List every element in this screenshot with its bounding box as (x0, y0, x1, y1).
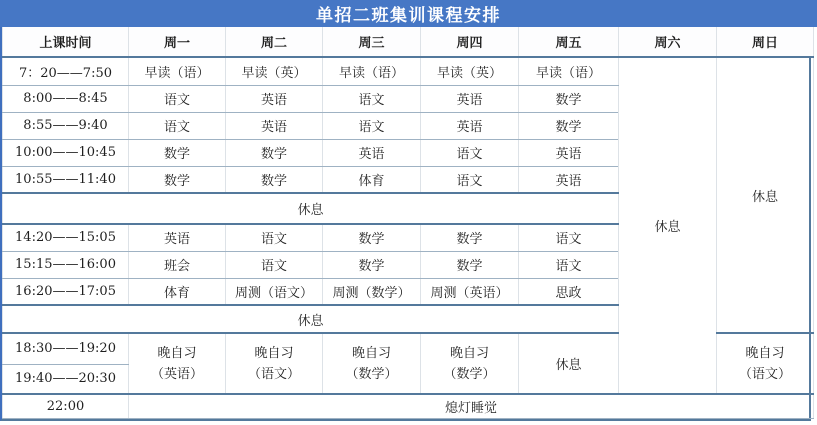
subject-cell: 英语 (421, 112, 519, 139)
time-cell: 19:40——20:30 (3, 364, 129, 394)
time-cell: 7：20——7:50 (3, 57, 129, 85)
time-cell: 10:55——11:40 (3, 166, 129, 193)
subject-cell: 数学 (323, 251, 421, 278)
title-bar (0, 0, 817, 27)
schedule-table (2, 27, 814, 419)
lights-out-row (3, 394, 814, 418)
time-cell: 22:00 (3, 394, 129, 418)
lights-out-cell: 熄灯睡觉 (129, 394, 814, 418)
subject-cell: 语文 (226, 224, 323, 251)
time-cell: 8:00——8:45 (3, 85, 129, 112)
break-cell: 休息 (3, 305, 619, 333)
evening-cell-fri-rest: 休息 (519, 333, 619, 394)
subject-cell: 英语 (519, 139, 619, 166)
time-cell: 14:20——15:05 (3, 224, 129, 251)
evening-line1: 晚自习 (449, 345, 489, 361)
subject-cell: 周测（英语） (421, 278, 519, 305)
subject-cell: 英语 (421, 85, 519, 112)
header-cell-fri: 周五 (519, 27, 619, 57)
break-cell: 休息 (3, 193, 619, 224)
evening-line1: 晚自习 (157, 345, 197, 361)
subject-cell: 语文 (129, 112, 226, 139)
subject-cell: 语文 (129, 85, 226, 112)
header-cell-thu: 周四 (421, 27, 519, 57)
subject-cell: 数学 (421, 224, 519, 251)
header-cell-wed: 周三 (323, 27, 421, 57)
subject-cell: 语文 (421, 139, 519, 166)
evening-cell-tue (226, 333, 323, 394)
subject-cell: 英语 (323, 139, 421, 166)
subject-cell: 思政 (519, 278, 619, 305)
subject-cell: 语文 (323, 85, 421, 112)
subject-cell: 英语 (129, 224, 226, 251)
evening-line1: 晚自习 (254, 345, 294, 361)
header-cell-mon: 周一 (129, 27, 226, 57)
evening-cell-mon (129, 333, 226, 394)
subject-cell: 早读（语） (323, 57, 421, 85)
subject-cell: 数学 (226, 166, 323, 193)
subject-cell: 英语 (226, 112, 323, 139)
subject-cell: 早读（语） (129, 57, 226, 85)
subject-cell: 数学 (129, 139, 226, 166)
header-cell-tue: 周二 (226, 27, 323, 57)
header-cell-sun: 周日 (717, 27, 814, 57)
page-title: 单招二班集训课程安排 (316, 6, 501, 26)
rest-cell-sunday: 休息 (717, 57, 814, 333)
evening-cell-sun (717, 333, 814, 394)
evening-line2: （英语） (150, 366, 203, 382)
subject-cell: 数学 (323, 224, 421, 251)
subject-cell: 体育 (129, 278, 226, 305)
evening-line2: （语文） (738, 366, 791, 382)
evening-line2: （数学） (443, 366, 496, 382)
subject-cell: 班会 (129, 251, 226, 278)
subject-cell: 周测（语文） (226, 278, 323, 305)
time-cell: 8:55——9:40 (3, 112, 129, 139)
subject-cell: 数学 (519, 85, 619, 112)
time-cell: 16:20——17:05 (3, 278, 129, 305)
schedule-table-wrapper (0, 27, 811, 421)
subject-cell: 语文 (421, 166, 519, 193)
subject-cell: 语文 (226, 251, 323, 278)
header-row (3, 27, 814, 57)
subject-cell: 周测（数学） (323, 278, 421, 305)
time-cell: 15:15——16:00 (3, 251, 129, 278)
header-cell-sat: 周六 (619, 27, 717, 57)
subject-cell: 数学 (421, 251, 519, 278)
subject-cell: 早读（英） (226, 57, 323, 85)
subject-cell: 早读（英） (421, 57, 519, 85)
subject-cell: 数学 (129, 166, 226, 193)
evening-line2: （数学） (345, 366, 398, 382)
subject-cell: 英语 (226, 85, 323, 112)
subject-cell: 语文 (519, 251, 619, 278)
evening-line2: （语文） (247, 366, 300, 382)
rest-cell-saturday: 休息 (619, 57, 717, 394)
evening-line1: 晚自习 (351, 345, 391, 361)
subject-cell: 数学 (519, 112, 619, 139)
evening-cell-wed (323, 333, 421, 394)
subject-cell: 早读（语） (519, 57, 619, 85)
subject-cell: 数学 (226, 139, 323, 166)
subject-cell: 英语 (519, 166, 619, 193)
evening-cell-thu (421, 333, 519, 394)
header-cell-time: 上课时间 (3, 27, 129, 57)
time-cell: 10:00——10:45 (3, 139, 129, 166)
subject-cell: 语文 (323, 112, 421, 139)
schedule-row (3, 57, 814, 85)
evening-line1: 晚自习 (745, 345, 785, 361)
subject-cell: 语文 (519, 224, 619, 251)
time-cell: 18:30——19:20 (3, 333, 129, 364)
subject-cell: 体育 (323, 166, 421, 193)
